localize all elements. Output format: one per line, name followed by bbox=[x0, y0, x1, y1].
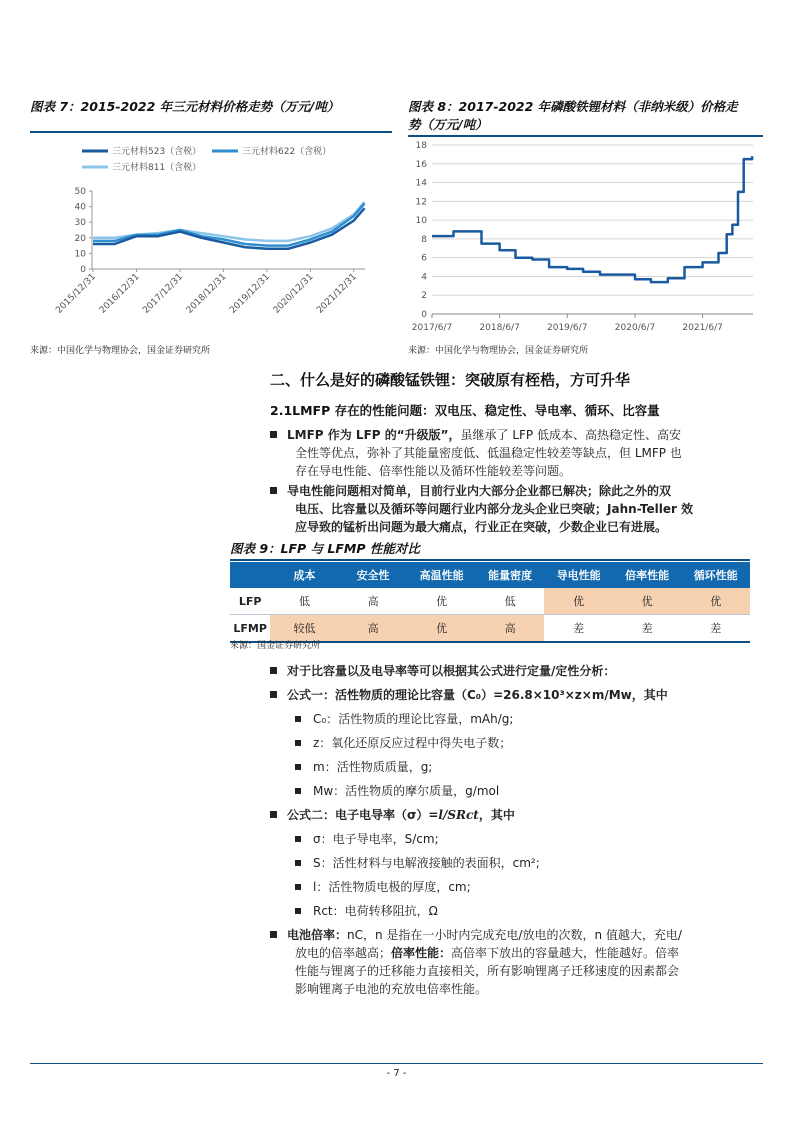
table-row bbox=[230, 588, 750, 615]
x-tick-label: 2017/6/7 bbox=[411, 323, 453, 333]
f1-item: C₀：活性物质的理论比容量，mAh/g; bbox=[295, 710, 513, 728]
table-header-row bbox=[230, 562, 750, 588]
table-corner bbox=[230, 562, 270, 588]
x-tick-label: 2020/6/7 bbox=[614, 323, 656, 333]
sub-bullet-marker bbox=[295, 764, 301, 770]
y-tick-label: 0 bbox=[80, 265, 86, 275]
table-cell-highlight: 高 bbox=[339, 615, 408, 643]
x-tick-label: 2021/6/7 bbox=[682, 323, 723, 333]
footer-rule bbox=[30, 1063, 763, 1064]
legend-label: 三元材料811（含税） bbox=[112, 163, 202, 173]
bullet1-line3: 存在导电性能、倍率性能以及循环性能较差等问题。 bbox=[295, 464, 572, 478]
y-tick-label: 4 bbox=[421, 272, 427, 283]
rate-paragraph: 电池倍率：nC，n 是指在一小时内完成充电/放电的次数，n 值越大，充电/ 放电的倍率越高；倍率性能：高倍率下放出的容量越大，性能越好。倍率 性能与锂离子的迁移能力直接相关，所有影响锂离子迁移速度的因素都会 影响锂离子电池的充放电倍率性能。 bbox=[270, 926, 765, 998]
x-tick-label: 2020/12/31 bbox=[271, 272, 316, 316]
table-cell-highlight: 高 bbox=[476, 615, 545, 643]
f1-item: m：活性物质质量，g; bbox=[295, 758, 432, 776]
x-tick-label: 2019/6/7 bbox=[547, 323, 588, 333]
f2-item: σ：电子导电率，S/cm; bbox=[295, 830, 439, 848]
table-cell: 差 bbox=[613, 615, 682, 643]
bullet1-rest: 虽继承了 LFP 低成本、高热稳定性、高安 bbox=[460, 428, 681, 442]
table-cell: 差 bbox=[681, 615, 750, 643]
y-tick-label: 12 bbox=[415, 197, 427, 208]
f2-item: l：活性物质电极的厚度，cm; bbox=[295, 878, 471, 896]
figure8-title-line2: 势（万元/吨） bbox=[408, 117, 488, 132]
x-tick-label: 2018/6/7 bbox=[479, 323, 520, 333]
section-subheading: 2.1LMFP 存在的性能问题：双电压、稳定性、导电率、循环、比容量 bbox=[270, 403, 660, 418]
sub-bullet-marker bbox=[295, 740, 301, 746]
table-cell-highlight: 优 bbox=[681, 588, 750, 615]
bullet-marker bbox=[270, 811, 277, 818]
table-header: 安全性 bbox=[339, 562, 408, 588]
bullet-problems bbox=[270, 482, 765, 536]
figure8-title-line1: 图表 8：2017-2022 年磷酸铁锂材料（非纳米级）价格走 bbox=[408, 99, 738, 114]
table-row-label: LFMP bbox=[230, 615, 270, 643]
series-line bbox=[432, 156, 752, 282]
comparison-table bbox=[230, 562, 750, 643]
table-header: 导电性能 bbox=[544, 562, 613, 588]
table-cell-highlight: 较低 bbox=[270, 615, 339, 643]
bullet2-line3: 应导致的锰析出问题为最大痛点，行业正在突破，少数企业已有进展。 bbox=[295, 520, 668, 534]
bullet2-line1: 导电性能问题相对简单，目前行业内大部分企业都已解决；除此之外的双 bbox=[287, 484, 672, 498]
y-tick-label: 40 bbox=[74, 202, 86, 213]
page-number: - 7 - bbox=[386, 1068, 407, 1079]
y-tick-label: 0 bbox=[421, 310, 427, 320]
series-line bbox=[93, 208, 365, 249]
x-tick-label: 2016/12/31 bbox=[97, 272, 142, 316]
figure8-title bbox=[408, 98, 768, 134]
bullet-marker bbox=[270, 667, 277, 674]
sub-bullet-marker bbox=[295, 860, 301, 866]
figure9-rule bbox=[230, 559, 750, 561]
table-cell: 差 bbox=[544, 615, 613, 643]
x-tick-label: 2015/12/31 bbox=[54, 272, 99, 316]
f1-item: Mw：活性物质的摩尔质量，g/mol bbox=[295, 782, 499, 800]
table-cell-highlight: 优 bbox=[544, 588, 613, 615]
y-tick-label: 2 bbox=[421, 291, 427, 302]
figure7-source: 来源：中国化学与物理协会，国金证券研究所 bbox=[30, 346, 211, 356]
sub-bullet-marker bbox=[295, 884, 301, 890]
table-cell: 优 bbox=[407, 588, 476, 615]
table-header: 循环性能 bbox=[681, 562, 750, 588]
table-header: 能量密度 bbox=[476, 562, 545, 588]
table-header: 倍率性能 bbox=[613, 562, 682, 588]
figure9-source: 来源：国金证券研究所 bbox=[230, 641, 321, 651]
y-tick-label: 10 bbox=[74, 249, 86, 260]
figure8-chart bbox=[408, 137, 763, 340]
y-tick-label: 30 bbox=[74, 218, 86, 229]
x-tick-label: 2017/12/31 bbox=[141, 272, 186, 316]
sub-bullet-marker bbox=[295, 788, 301, 794]
y-tick-label: 50 bbox=[74, 187, 86, 197]
table-cell-highlight: 优 bbox=[407, 615, 476, 643]
table-cell: 低 bbox=[270, 588, 339, 615]
bullet-marker bbox=[270, 431, 277, 438]
figure9-title: 图表 9：LFP 与 LFMP 性能对比 bbox=[230, 541, 420, 556]
bullet-marker bbox=[270, 487, 277, 494]
figure8-source: 来源：中国化学与物理协会，国金证券研究所 bbox=[408, 346, 589, 356]
x-tick-label: 2018/12/31 bbox=[184, 272, 229, 316]
series-line bbox=[93, 204, 365, 246]
f2-item: Rct：电荷转移阻抗，Ω bbox=[295, 902, 438, 920]
f2-item: S：活性材料与电解液接触的表面积，cm²; bbox=[295, 854, 540, 872]
figure7-rule bbox=[30, 131, 392, 133]
y-tick-label: 8 bbox=[421, 234, 427, 245]
table-header: 高温性能 bbox=[407, 562, 476, 588]
sub-bullet-marker bbox=[295, 836, 301, 842]
y-tick-label: 20 bbox=[74, 233, 86, 244]
formula-two: 公式二：电子电导率（σ）=l/SRct，其中 bbox=[270, 806, 515, 824]
table-header: 成本 bbox=[270, 562, 339, 588]
formula-two-expression: l/SRct bbox=[438, 808, 479, 822]
analysis-intro: 对于比容量以及电导率等可以根据其公式进行定量/定性分析： bbox=[270, 662, 615, 680]
sub-bullet-marker bbox=[295, 908, 301, 914]
table-cell: 低 bbox=[476, 588, 545, 615]
figure7-chart bbox=[30, 135, 392, 340]
bullet2-line2: 电压、比容量以及循环等问题行业内部分龙头企业已突破；Jahn-Teller 效 bbox=[295, 502, 694, 516]
y-tick-label: 10 bbox=[415, 216, 427, 227]
table-cell-highlight: 优 bbox=[613, 588, 682, 615]
bullet-marker bbox=[270, 691, 277, 698]
bullet-lmfp-upgrade bbox=[270, 426, 765, 480]
f1-item: z：氧化还原反应过程中得失电子数； bbox=[295, 734, 511, 752]
x-tick-label: 2021/12/31 bbox=[315, 272, 359, 316]
y-tick-label: 14 bbox=[415, 178, 427, 189]
bullet1-line2: 全性等优点，弥补了其能量密度低、低温稳定性较差等缺点，但 LMFP 也 bbox=[295, 446, 682, 460]
table-row-label: LFP bbox=[230, 588, 270, 615]
y-tick-label: 6 bbox=[421, 253, 427, 264]
y-tick-label: 16 bbox=[415, 159, 427, 170]
formula-one: 公式一：活性物质的理论比容量（C₀）=26.8×10³×z×m/Mw，其中 bbox=[270, 686, 668, 704]
bullet-marker bbox=[270, 931, 277, 938]
figure7-title: 图表 7：2015-2022 年三元材料价格走势（万元/吨） bbox=[30, 99, 340, 114]
legend-label: 三元材料622（含税） bbox=[242, 147, 332, 157]
y-tick-label: 18 bbox=[415, 141, 427, 151]
section-heading: 二、什么是好的磷酸锰铁锂：突破原有桎梏，方可升华 bbox=[270, 371, 631, 389]
table-cell: 高 bbox=[339, 588, 408, 615]
x-tick-label: 2019/12/31 bbox=[228, 272, 272, 316]
bullet1-lead: LMFP 作为 LFP 的“升级版”， bbox=[287, 428, 461, 442]
legend-label: 三元材料523（含税） bbox=[112, 147, 202, 157]
sub-bullet-marker bbox=[295, 716, 301, 722]
